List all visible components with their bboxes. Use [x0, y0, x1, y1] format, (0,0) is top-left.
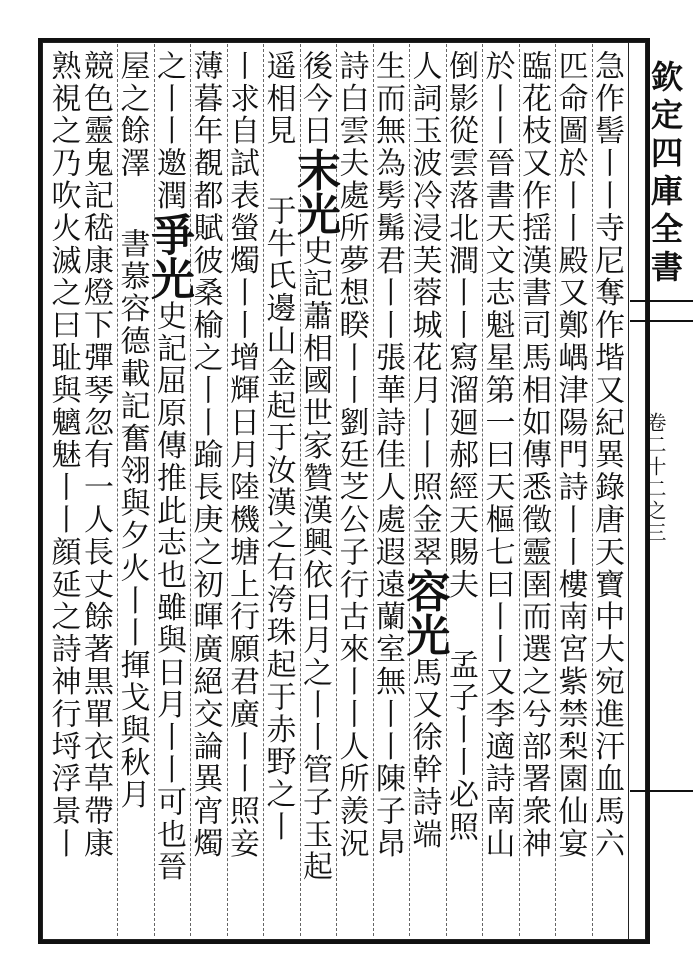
text-column-2 — [552, 50, 592, 930]
column-text: 薄暮年覩都賦彼桑榆之丨丨踰長庚之初暉廣絕交論異宵燭 — [187, 50, 223, 860]
text-column-7 — [370, 50, 410, 930]
column-text-after: 史記蕭相國世家贊漢興依日月之丨丨管子玉起 — [297, 235, 332, 884]
column-text: 急作髻丨丨寺尼奪作堦又紀異錄唐天寶中大宛進汗血馬六 — [589, 50, 624, 860]
column-text: 臨花枝又作揺漢書司馬相如傳悉徵靈圉而選之兮部署衆神 — [516, 50, 551, 860]
column-text-after: 孟子丨丨必照 — [443, 648, 478, 844]
text-column-5 — [443, 50, 483, 930]
book-title: 欽定四庫全書 — [646, 60, 684, 288]
text-column-12 — [187, 50, 227, 930]
column-text-after: 史記屈原傳推此志也雖與日月丨丨可也晉 — [151, 300, 186, 884]
text-column-1 — [589, 50, 629, 930]
column-text: 熟視之乃吹火滅之曰耻與魑魅丨丨顔延之詩神行埒浮景丨 — [45, 50, 81, 860]
text-column-15 — [78, 50, 118, 930]
column-text: 於丨丨晉書天文志魁星第一曰天樞七曰丨丨又李適詩南山 — [479, 50, 515, 860]
column-text: 匹命圖於丨丨殿又鄭嵎津陽門詩丨丨樓南宮紫禁梨園仙宴 — [552, 50, 588, 860]
text-column-8 — [333, 50, 373, 930]
column-text: 後今日 — [297, 50, 332, 148]
column-text: 生而無為髣髴君丨丨張華詩佳人處遐遠蘭室無丨丨陳子昂 — [370, 50, 405, 860]
column-text-after: 書慕容德載記奮翎與夕火丨丨揮戈與秋月 — [114, 227, 150, 811]
margin-tick-mark — [630, 790, 693, 792]
text-column-6 — [398, 50, 450, 930]
text-column-3 — [516, 50, 556, 930]
column-text: 倒影從雲落北澗丨丨寫溜廻郝經天賜夫 — [443, 50, 478, 601]
column-text: 人詞玉波冷浸芙蓉城花月丨丨照金翠 — [406, 50, 442, 569]
text-column-10 — [260, 50, 300, 930]
column-text: 競色靈鬼記嵇康燈下彈琴忽有一人長丈餘著黒單衣草帶康 — [78, 50, 113, 860]
column-text: 屋之餘澤 — [114, 50, 150, 180]
column-text: 遥相見 — [260, 50, 296, 148]
text-column-4 — [479, 50, 519, 930]
column-text: 之丨丨邀潤 — [151, 50, 186, 212]
text-column-11 — [224, 50, 264, 930]
volume-label: 卷二十二之三 — [643, 412, 667, 544]
column-text: 丨求自試表螢燭丨丨增輝日月陸機塘上行願君廣丨丨照妾 — [224, 50, 259, 860]
headword: 末光 — [289, 147, 340, 236]
text-column-13 — [143, 50, 194, 930]
text-column-9 — [289, 50, 340, 930]
headword: 容光 — [398, 568, 450, 657]
column-text-after: 馬又徐幹詩端 — [406, 656, 442, 851]
column-text-after: 于牛氏邊山金起于汝漢之右洿珠起于赤野之丨 — [260, 195, 296, 844]
text-column-16 — [44, 50, 81, 930]
column-text: 詩白雲夫處所夢想睽丨丨劉廷芝公子行古來丨丨人所羨況 — [333, 50, 369, 860]
fish-tail-mark — [630, 300, 693, 322]
headword: 爭光 — [143, 212, 194, 300]
text-column-14 — [114, 50, 154, 930]
